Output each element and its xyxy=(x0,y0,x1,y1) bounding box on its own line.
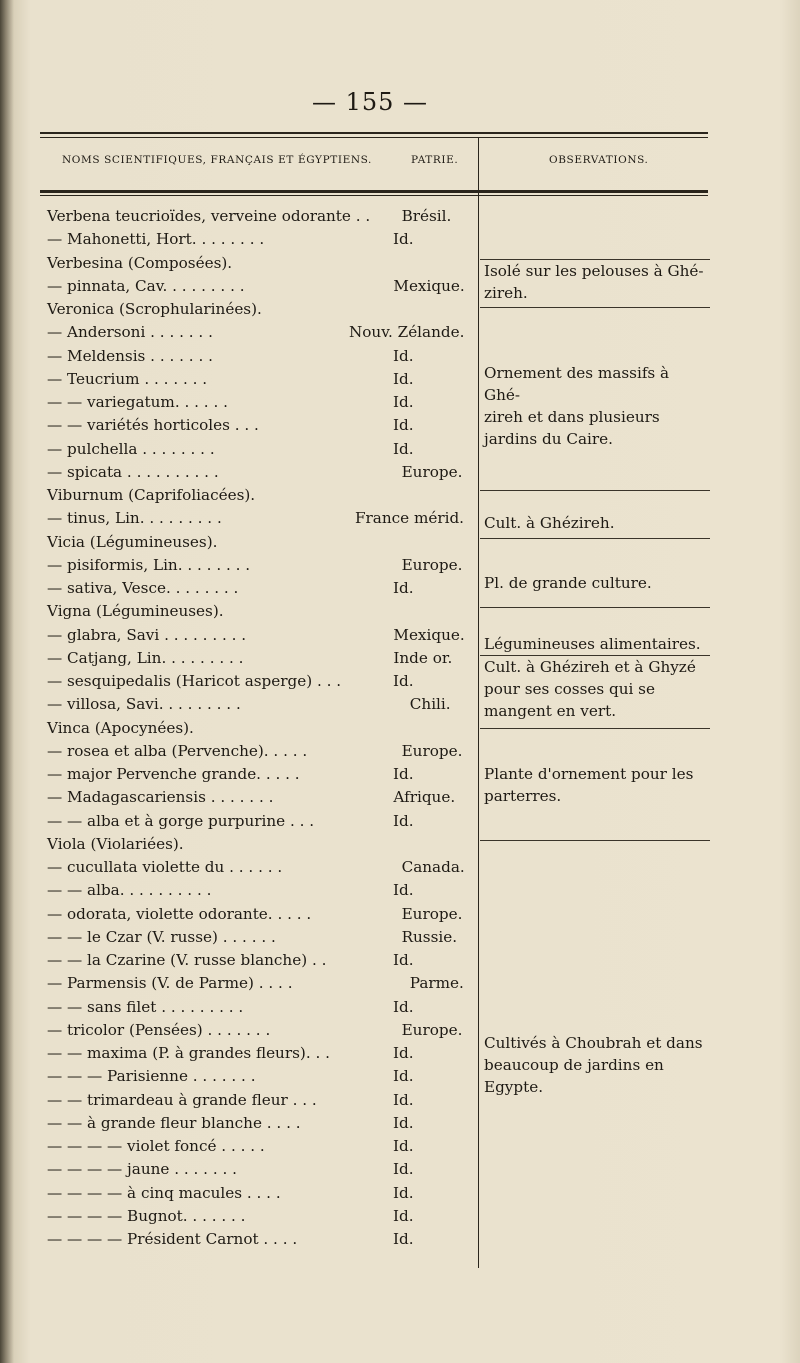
column-divider xyxy=(478,138,479,1268)
species-name: Veronica (Scrophularinées). xyxy=(47,300,262,318)
list-item xyxy=(47,834,467,857)
species-name: — pisiformis, Lin. . . . . . . . xyxy=(47,555,251,574)
observation-line: mangent en vert. xyxy=(484,702,617,720)
list-item xyxy=(47,253,467,276)
species-name: — villosa, Savi. . . . . . . . . xyxy=(47,695,241,714)
species-name: — — trimardeau à grande fleur . . . xyxy=(47,1090,317,1109)
list-item xyxy=(47,997,467,1020)
species-name: — — — — violet foncé . . . . . xyxy=(47,1137,265,1155)
list-item xyxy=(47,1043,467,1066)
observation-divider xyxy=(480,538,710,539)
header-names: NOMS SCIENTIFIQUES, FRANÇAIS ET ÉGYPTIENS. xyxy=(62,154,372,166)
country: Id. xyxy=(393,1067,414,1086)
country: Mexique. xyxy=(393,276,465,295)
list-item xyxy=(47,1229,467,1252)
observation-divider xyxy=(480,607,710,608)
species-name: Verbesina (Composées). xyxy=(47,253,233,272)
list-item xyxy=(47,1206,467,1229)
country: Id. xyxy=(393,369,414,388)
species-name: Verbena teucrioïdes, verveine odorante . . xyxy=(47,207,371,225)
country: Id. xyxy=(393,393,414,411)
list-item xyxy=(47,648,467,671)
species-name: — cucullata violette du . . . . . . xyxy=(47,858,283,876)
list-item xyxy=(47,299,467,322)
country: Id. xyxy=(393,1090,414,1109)
species-name: — — sans filet . . . . . . . . . xyxy=(47,997,244,1016)
observation-line: Légumineuses alimentaires. xyxy=(484,635,701,653)
list-item xyxy=(47,439,467,462)
country: Id. xyxy=(393,997,414,1016)
top-rule-thin xyxy=(40,137,708,138)
country: Id. xyxy=(393,672,414,690)
list-item xyxy=(47,1020,467,1043)
species-name: — Mahonetti, Hort. . . . . . . . xyxy=(47,230,265,249)
observation-note xyxy=(484,656,708,722)
list-item xyxy=(47,811,467,834)
list-item xyxy=(47,1113,467,1136)
list-item xyxy=(47,671,467,694)
species-name: — Andersoni . . . . . . . xyxy=(47,323,213,342)
species-name: — major Pervenche grande. . . . . xyxy=(47,765,300,783)
observation-divider xyxy=(480,490,710,491)
country: Id. xyxy=(393,439,414,458)
list-item xyxy=(47,369,467,392)
species-name: — — — — à cinq macules . . . . xyxy=(47,1183,281,1202)
list-item xyxy=(47,346,467,369)
list-item xyxy=(47,485,467,508)
page-number: — 155 — xyxy=(311,88,429,116)
observation-line: Egypte. xyxy=(484,1078,544,1096)
species-name: — — alba et à gorge purpurine . . . xyxy=(47,811,315,830)
species-name: — glabra, Savi . . . . . . . . . xyxy=(47,625,247,644)
species-name: Viola (Violariées). xyxy=(47,834,184,853)
observation-line: zireh et dans plusieurs xyxy=(484,408,660,426)
observation-note xyxy=(484,763,708,807)
country: Id. xyxy=(393,579,414,597)
species-name: — — — — Bugnot. . . . . . . xyxy=(47,1206,246,1225)
country: Parme. xyxy=(409,974,464,993)
species-name: — Meldensis . . . . . . . xyxy=(47,346,213,365)
country: Id. xyxy=(393,1206,414,1225)
country: Id. xyxy=(393,1137,414,1155)
species-name: — pinnata, Cav. . . . . . . . . xyxy=(47,276,245,295)
species-name: Vicia (Légumineuses). xyxy=(47,532,218,551)
list-item xyxy=(47,904,467,927)
observation-line: Cult. à Ghézireh. xyxy=(484,514,615,532)
list-item xyxy=(47,392,467,415)
country: Brésil. xyxy=(401,207,452,225)
header-bottom-rule xyxy=(40,190,708,193)
list-item xyxy=(47,276,467,299)
country: Nouv. Zélande. xyxy=(349,323,465,342)
list-item xyxy=(47,694,467,717)
country: Europe. xyxy=(401,741,463,760)
species-name: — tricolor (Pensées) . . . . . . . xyxy=(47,1020,271,1039)
list-item xyxy=(47,206,467,229)
list-item xyxy=(47,1136,467,1159)
observation-line: Plante d'ornement pour les xyxy=(484,765,694,783)
list-item xyxy=(47,787,467,810)
species-name: — — — — jaune . . . . . . . xyxy=(47,1160,237,1179)
species-name: — spicata . . . . . . . . . . xyxy=(47,462,219,481)
list-item xyxy=(47,927,467,950)
country: Id. xyxy=(393,230,414,249)
species-name: — — le Czar (V. russe) . . . . . . xyxy=(47,927,276,946)
observation-note xyxy=(484,572,708,594)
list-item xyxy=(47,229,467,252)
country: Id. xyxy=(393,811,414,830)
list-item xyxy=(47,578,467,601)
observation-line: Ornement des massifs à Ghé- xyxy=(484,364,670,404)
observation-divider xyxy=(480,307,710,308)
country: Id. xyxy=(393,1230,414,1248)
species-name: — odorata, violette odorante. . . . . xyxy=(47,904,312,923)
country: Canada. xyxy=(401,858,465,876)
species-name: — Catjang, Lin. . . . . . . . . xyxy=(47,648,244,667)
country: Europe. xyxy=(401,904,463,923)
list-item xyxy=(47,857,467,880)
species-list xyxy=(47,206,467,1252)
list-item xyxy=(47,415,467,438)
species-name: — Madagascariensis . . . . . . . xyxy=(47,788,274,807)
country: Chili. xyxy=(409,695,451,714)
header-observations: OBSERVATIONS. xyxy=(549,154,649,166)
list-item xyxy=(47,950,467,973)
observation-line: zireh. xyxy=(484,284,528,302)
country: Id. xyxy=(393,346,414,365)
list-item xyxy=(47,508,467,531)
species-name: — — variétés horticoles . . . xyxy=(47,416,259,435)
species-name: — — — Parisienne . . . . . . . xyxy=(47,1067,256,1086)
country: Europe. xyxy=(401,1020,463,1039)
observation-note xyxy=(484,1032,708,1098)
list-item xyxy=(47,322,467,345)
species-name: — — maxima (P. à grandes fleurs). . . xyxy=(47,1044,330,1062)
country: Id. xyxy=(393,1113,414,1132)
country: Europe. xyxy=(401,462,463,481)
observation-note xyxy=(484,260,708,304)
species-name: — — variegatum. . . . . . xyxy=(47,393,228,411)
country: Russie. xyxy=(401,927,458,946)
species-name: Vinca (Apocynées). xyxy=(47,718,194,737)
species-name: Viburnum (Caprifoliacées). xyxy=(47,486,256,504)
observation-note xyxy=(484,362,708,450)
country: Id. xyxy=(393,1160,414,1179)
country: Europe. xyxy=(401,555,463,574)
list-item xyxy=(47,462,467,485)
country: Id. xyxy=(393,416,414,435)
species-name: — Parmensis (V. de Parme) . . . . xyxy=(47,974,293,993)
list-item xyxy=(47,601,467,624)
observation-divider xyxy=(480,840,710,841)
list-item xyxy=(47,973,467,996)
species-name: Vigna (Légumineuses). xyxy=(47,602,224,621)
country: Id. xyxy=(393,765,414,783)
species-name: — — alba. . . . . . . . . . xyxy=(47,881,212,900)
species-name: — sativa, Vesce. . . . . . . . xyxy=(47,579,239,597)
species-name: — Teucrium . . . . . . . xyxy=(47,369,208,388)
species-name: — pulchella . . . . . . . . xyxy=(47,439,215,458)
top-rule xyxy=(40,132,708,134)
observation-line: Cult. à Ghézireh et à Ghyzé xyxy=(484,658,696,676)
list-item xyxy=(47,1090,467,1113)
species-name: — rosea et alba (Pervenche). . . . . xyxy=(47,741,308,760)
species-name: — — à grande fleur blanche . . . . xyxy=(47,1113,301,1132)
list-item xyxy=(47,1183,467,1206)
list-item xyxy=(47,1159,467,1182)
list-item xyxy=(47,625,467,648)
observation-line: pour ses cosses qui se xyxy=(484,680,655,698)
observation-line: Isolé sur les pelouses à Ghé- xyxy=(484,262,704,280)
observation-note xyxy=(484,633,708,655)
observation-line: beaucoup de jardins en xyxy=(484,1056,664,1074)
list-item xyxy=(47,532,467,555)
list-item xyxy=(47,1066,467,1089)
header-bottom-rule-thin xyxy=(40,195,708,196)
country: Id. xyxy=(393,1044,414,1062)
country: Id. xyxy=(393,1183,414,1202)
observation-line: parterres. xyxy=(484,787,562,805)
species-name: — tinus, Lin. . . . . . . . . xyxy=(47,509,222,528)
observation-divider xyxy=(480,728,710,729)
observation-note xyxy=(484,512,708,534)
list-item xyxy=(47,741,467,764)
country: Mexique. xyxy=(393,625,465,644)
list-item xyxy=(47,764,467,787)
species-name: — — la Czarine (V. russe blanche) . . xyxy=(47,951,327,969)
observation-line: Pl. de grande culture. xyxy=(484,574,652,592)
table-header xyxy=(40,154,708,174)
list-item xyxy=(47,880,467,903)
header-patrie: PATRIE. xyxy=(411,154,459,166)
list-item xyxy=(47,555,467,578)
country: France mérid. xyxy=(355,509,465,528)
species-name: — sesquipedalis (Haricot asperge) . . . xyxy=(47,672,342,690)
country: Id. xyxy=(393,951,414,969)
observation-line: jardins du Caire. xyxy=(484,430,613,448)
observation-line: Cultivés à Choubrah et dans xyxy=(484,1034,703,1052)
species-name: — — — — Président Carnot . . . . xyxy=(47,1230,298,1248)
country: Id. xyxy=(393,881,414,900)
list-item xyxy=(47,718,467,741)
country: Afrique. xyxy=(393,788,456,807)
country: Inde or. xyxy=(393,648,453,667)
